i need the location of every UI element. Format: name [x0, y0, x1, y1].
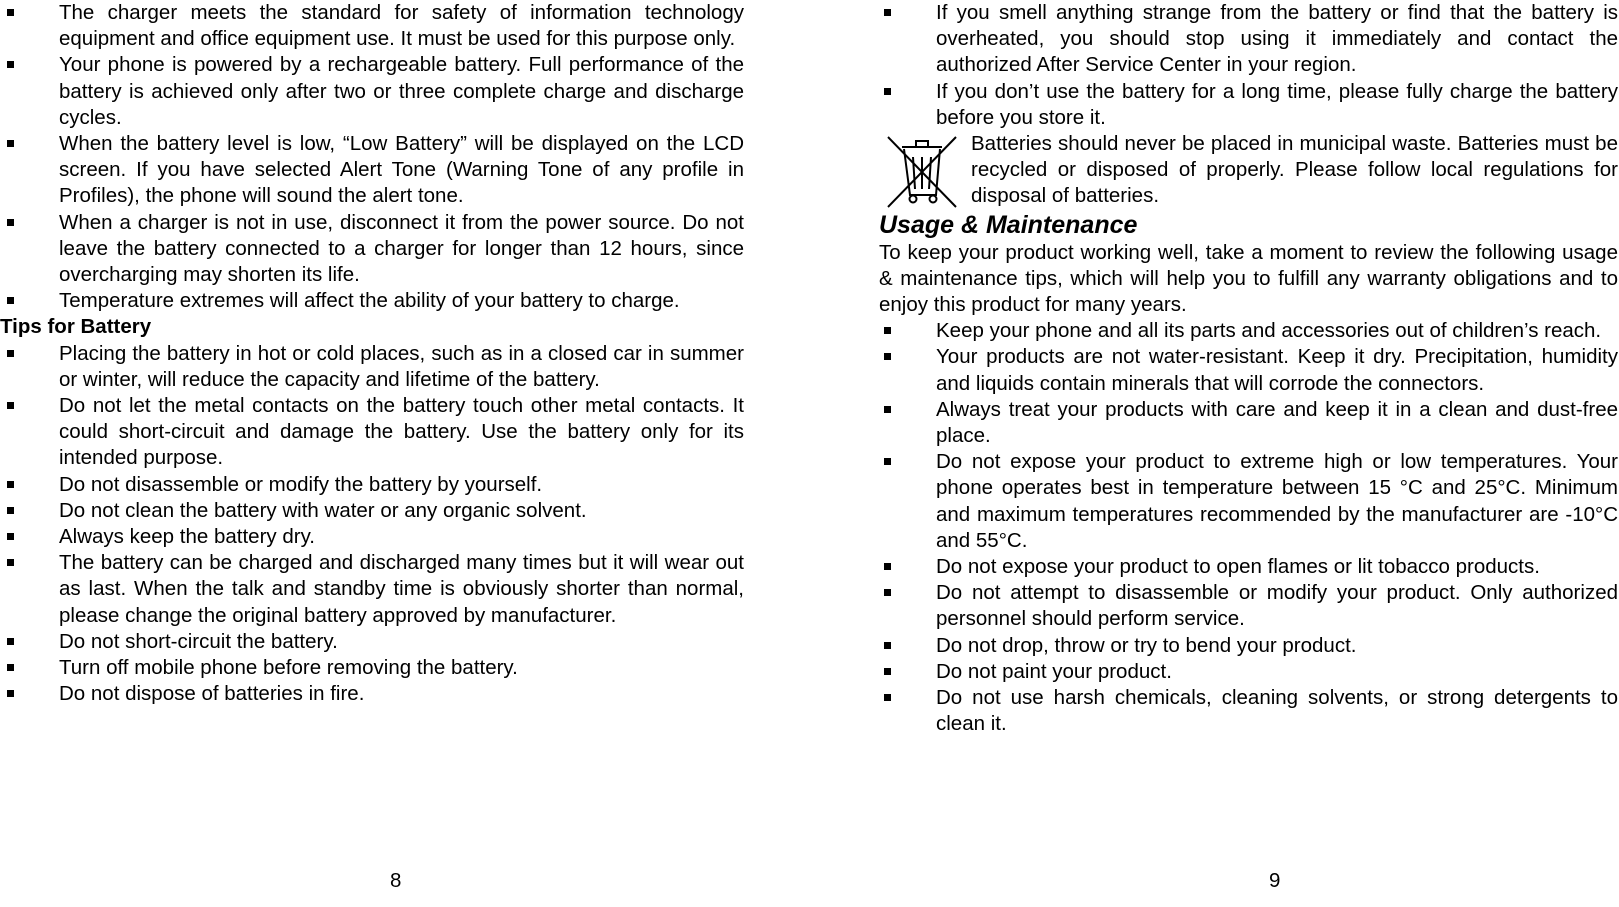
list-item: Your phone is powered by a rechargeable battery. Full performance of the battery is achieved only after two or three complete charge and discharge cycles.: [0, 52, 744, 131]
list-item: When a charger is not in use, disconnect it from the power source. Do not leave the battery connected to a charger for longer than 12 hours, since overcharging may shorten its life.: [0, 210, 744, 289]
left-page: [0, 0, 744, 707]
usage-bullet-list: [879, 318, 1618, 737]
usage-intro-paragraph: To keep your product working well, take a moment to review the following usage & maintenance tips, which will help you to fulfill any warranty obligations and to enjoy this product for many years.: [879, 240, 1618, 317]
battery-bullet-list: [0, 0, 744, 314]
tips-bullet-list: [0, 341, 744, 708]
list-item: If you don’t use the battery for a long time, please fully charge the battery before you store it.: [879, 79, 1618, 131]
usage-maintenance-heading: Usage & Maintenance: [879, 210, 1138, 239]
list-item: Do not dispose of batteries in fire.: [0, 681, 744, 707]
list-item: Turn off mobile phone before removing the battery.: [0, 655, 744, 681]
list-item: Do not attempt to disassemble or modify your product. Only authorized personnel should perform service.: [879, 580, 1618, 632]
list-item: Do not drop, throw or try to bend your product.: [879, 633, 1618, 659]
list-item: Placing the battery in hot or cold places, such as in a closed car in summer or winter, will reduce the capacity and lifetime of the battery.: [0, 341, 744, 393]
list-item: Always treat your products with care and keep it in a clean and dust-free place.: [879, 397, 1618, 449]
list-item: The charger meets the standard for safety of information technology equipment and office equipment use. It must be used for this purpose only.: [0, 0, 744, 52]
tips-heading: Tips for Battery: [0, 315, 152, 339]
list-item: Do not disassemble or modify the battery by yourself.: [0, 472, 744, 498]
list-item: The battery can be charged and discharged many times but it will wear out as last. When the talk and standby time is obviously shorter than normal, please change the original battery approved by manufacturer.: [0, 550, 744, 629]
list-item: Do not expose your product to open flames or lit tobacco products.: [879, 554, 1618, 580]
crossed-out-wheelie-bin-icon: [882, 133, 962, 211]
list-item: If you smell anything strange from the battery or find that the battery is overheated, you should stop using it immediately and contact the authorized After Service Center in your region.: [879, 0, 1618, 79]
list-item: Do not let the metal contacts on the battery touch other metal contacts. It could short-circuit and damage the battery. Use the battery only for its intended purpose.: [0, 393, 744, 472]
list-item: Always keep the battery dry.: [0, 524, 744, 550]
list-item: Do not short-circuit the battery.: [0, 629, 744, 655]
list-item: Keep your phone and all its parts and accessories out of children’s reach.: [879, 318, 1618, 344]
list-item: Temperature extremes will affect the ability of your battery to charge.: [0, 288, 744, 314]
recycle-note-block: [879, 131, 1618, 210]
battery-safety-list: [879, 0, 1618, 131]
list-item: Do not paint your product.: [879, 659, 1618, 685]
list-item: When the battery level is low, “Low Battery” will be displayed on the LCD screen. If you have selected Alert Tone (Warning Tone of any profile in Profiles), the phone will sound the alert tone.: [0, 131, 744, 210]
recycle-note-text: Batteries should never be placed in municipal waste. Batteries must be recycled or disposed of properly. Please follow local regulations for disposal of batteries.: [971, 132, 1618, 208]
right-page: [879, 0, 1618, 737]
page-number-right: 9: [1269, 869, 1281, 892]
list-item: Do not clean the battery with water or any organic solvent.: [0, 498, 744, 524]
list-item: Do not expose your product to extreme high or low temperatures. Your phone operates best in temperature between 15 °C and 25°C. Minimum and maximum temperatures recommended by the manufacturer are -10°C and 55°C.: [879, 449, 1618, 554]
page-number-left: 8: [390, 869, 402, 892]
list-item: Your products are not water-resistant. Keep it dry. Precipitation, humidity and liquids contain minerals that will corrode the connectors.: [879, 344, 1618, 396]
list-item: Do not use harsh chemicals, cleaning solvents, or strong detergents to clean it.: [879, 685, 1618, 737]
